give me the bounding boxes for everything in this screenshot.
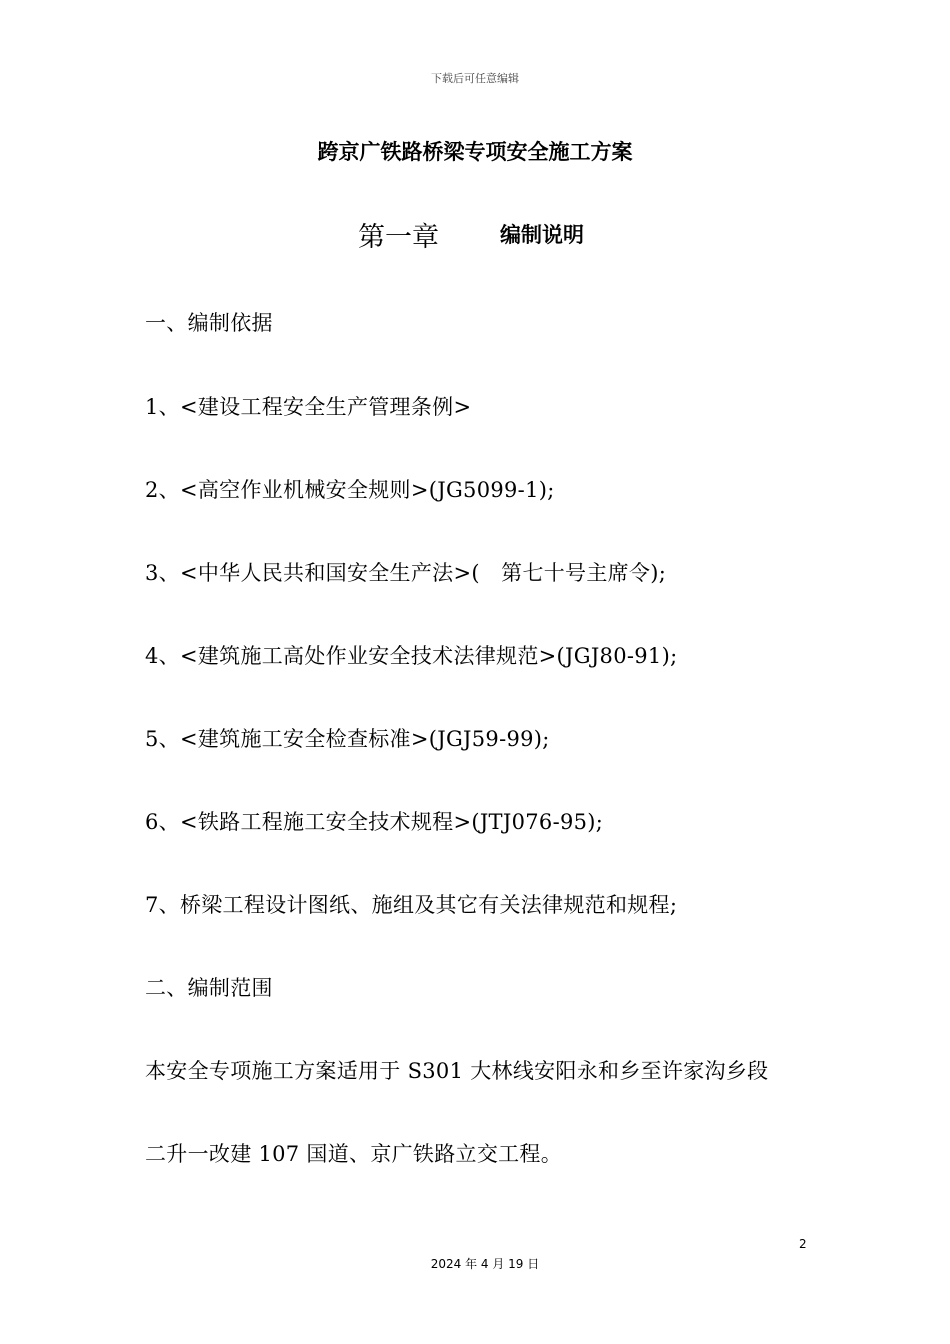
basis-item-5: 5、<建筑施工安全检查标准>(JGJ59-99); (145, 727, 550, 751)
basis-item-6: 6、<铁路工程施工安全技术规程>(JTJ076-95); (145, 810, 604, 834)
basis-item-4: 4、<建筑施工高处作业安全技术法律规范>(JGJ80-91); (145, 644, 678, 668)
section-heading-basis: 一、编制依据 (145, 311, 273, 335)
chapter-number: 第一章 (358, 222, 439, 253)
footer-date: 2024 年 4 月 19 日 (430, 1257, 540, 1271)
header-note: 下载后可任意编辑 (431, 72, 519, 85)
basis-item-7: 7、桥梁工程设计图纸、施组及其它有关法律规范和规程; (145, 893, 678, 917)
section-heading-scope: 二、编制范围 (145, 976, 273, 1000)
scope-paragraph-line-2: 二升一改建 107 国道、京广铁路立交工程。 (145, 1142, 563, 1166)
basis-item-3: 3、<中华人民共和国安全生产法>( 第七十号主席令); (145, 561, 667, 585)
basis-item-1: 1、<建设工程安全生产管理条例> (145, 395, 472, 419)
page-number: 2 (799, 1237, 807, 1251)
document-title: 跨京广铁路桥梁专项安全施工方案 (317, 140, 633, 164)
scope-paragraph-line-1: 本安全专项施工方案适用于 S301 大林线安阳永和乡至许家沟乡段 (145, 1059, 769, 1083)
basis-item-2: 2、<高空作业机械安全规则>(JG5099-1); (145, 478, 555, 502)
chapter-title: 编制说明 (500, 223, 584, 247)
